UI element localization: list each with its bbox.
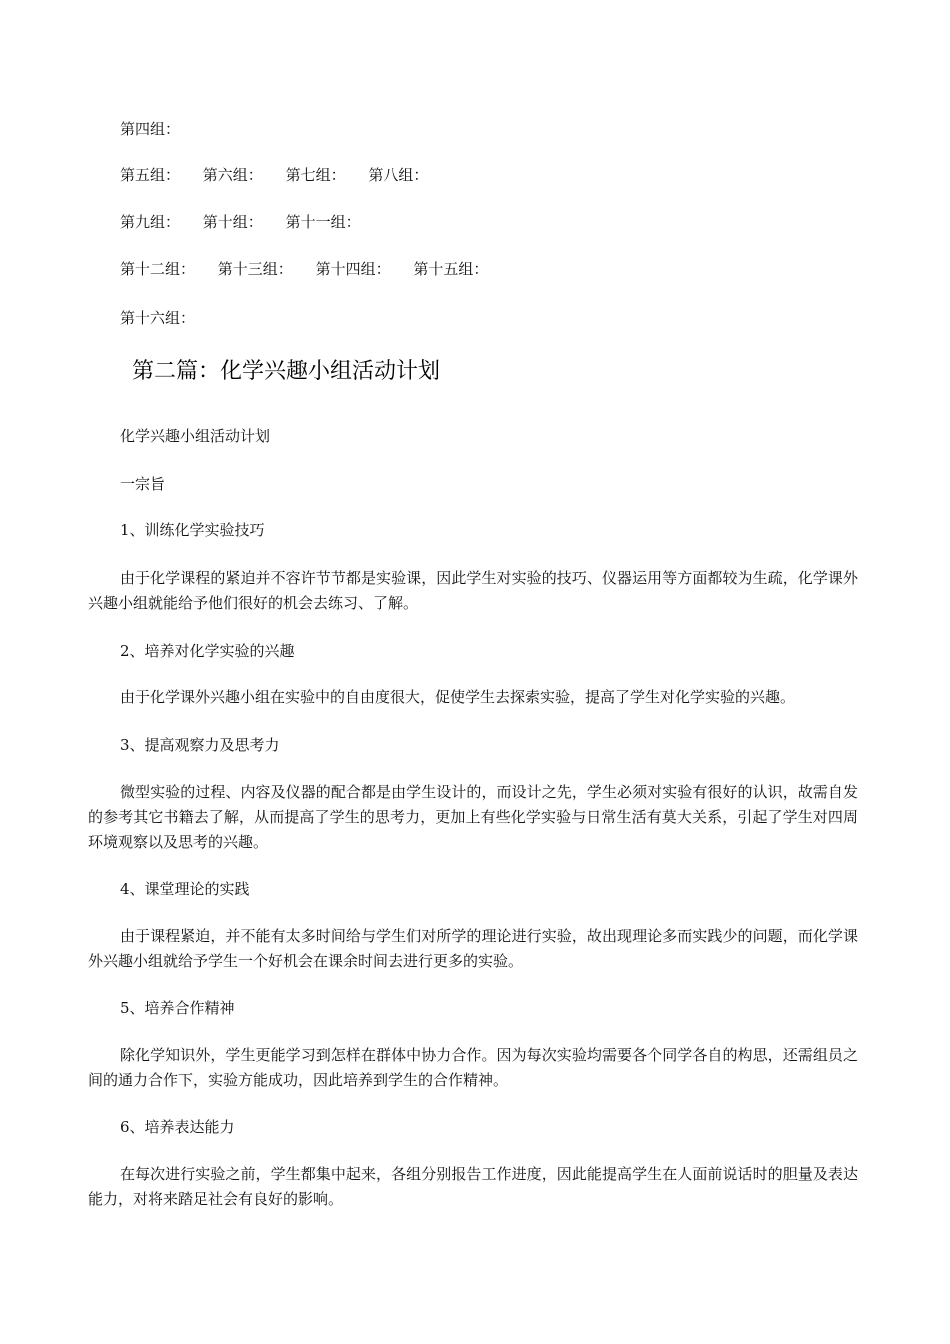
- item-heading-5: 5、培养合作精神: [120, 999, 235, 1017]
- group-label: 第十四组：: [315, 260, 391, 278]
- item-heading-4: 4、课堂理论的实践: [120, 880, 250, 898]
- item-body-2: 由于化学课外兴趣小组在实验中的自由度很大，促使学生去探索实验，提高了学生对化学实验的兴趣。: [120, 688, 796, 706]
- group-label: 第五组：: [120, 166, 181, 184]
- item-body-3: 微型实验的过程、内容及仪器的配合都是由学生设计的，而设计之先，学生必须对实验有很好的认识，故需自发的参考其它书籍去了解，从而提高了学生的思考力，更加上有些化学实验与日常生活有莫大关系，引起了学生对四周环境观察以及思考的兴趣。: [88, 783, 858, 851]
- group-row-3: [120, 210, 379, 234]
- item-heading-1: 1、训练化学实验技巧: [120, 521, 265, 539]
- group-label: 第十二组：: [120, 260, 196, 278]
- item-body-1: 由于化学课程的紧迫并不容许节节都是实验课，因此学生对实验的技巧、仪器运用等方面都较为生疏，化学课外兴趣小组就能给予他们很好的机会去练习、了解。: [88, 569, 858, 612]
- group-label: 第十五组：: [413, 260, 489, 278]
- group-label: 第四组：: [120, 120, 181, 138]
- item-heading-2: 2、培养对化学实验的兴趣: [120, 642, 295, 660]
- item-heading-6: 6、培养表达能力: [120, 1118, 235, 1136]
- group-label: 第七组：: [285, 166, 346, 184]
- item-body-6: 在每次进行实验之前，学生都集中起来，各组分别报告工作进度，因此能提高学生在人面前说话时的胆量及表达能力，对将来踏足社会有良好的影响。: [88, 1165, 858, 1208]
- section-heading: 第二篇：化学兴趣小组活动计划: [132, 359, 441, 384]
- group-label: 第十一组：: [285, 213, 361, 231]
- group-row-5: [120, 306, 213, 330]
- item-body-5: 除化学知识外，学生更能学习到怎样在群体中协力合作。因为每次实验均需要各个同学各自的构思，还需组员之间的通力合作下，实验方能成功，因此培养到学生的合作精神。: [88, 1046, 858, 1089]
- group-row-4: [120, 257, 506, 281]
- purpose-heading: 一宗旨: [120, 475, 166, 493]
- group-row-1: [120, 117, 198, 141]
- group-label: 第十组：: [202, 213, 263, 231]
- group-label: 第十六组：: [120, 309, 196, 327]
- group-label: 第八组：: [368, 166, 429, 184]
- group-label: 第十三组：: [217, 260, 293, 278]
- group-row-2: [120, 163, 446, 187]
- document-title: 化学兴趣小组活动计划: [120, 427, 271, 445]
- item-heading-3: 3、提高观察力及思考力: [120, 736, 280, 754]
- item-body-4: 由于课程紧迫，并不能有太多时间给与学生们对所学的理论进行实验，故出现理论多而实践少的问题，而化学课外兴趣小组就给予学生一个好机会在课余时间去进行更多的实验。: [88, 927, 858, 970]
- group-label: 第九组：: [120, 213, 181, 231]
- group-label: 第六组：: [202, 166, 263, 184]
